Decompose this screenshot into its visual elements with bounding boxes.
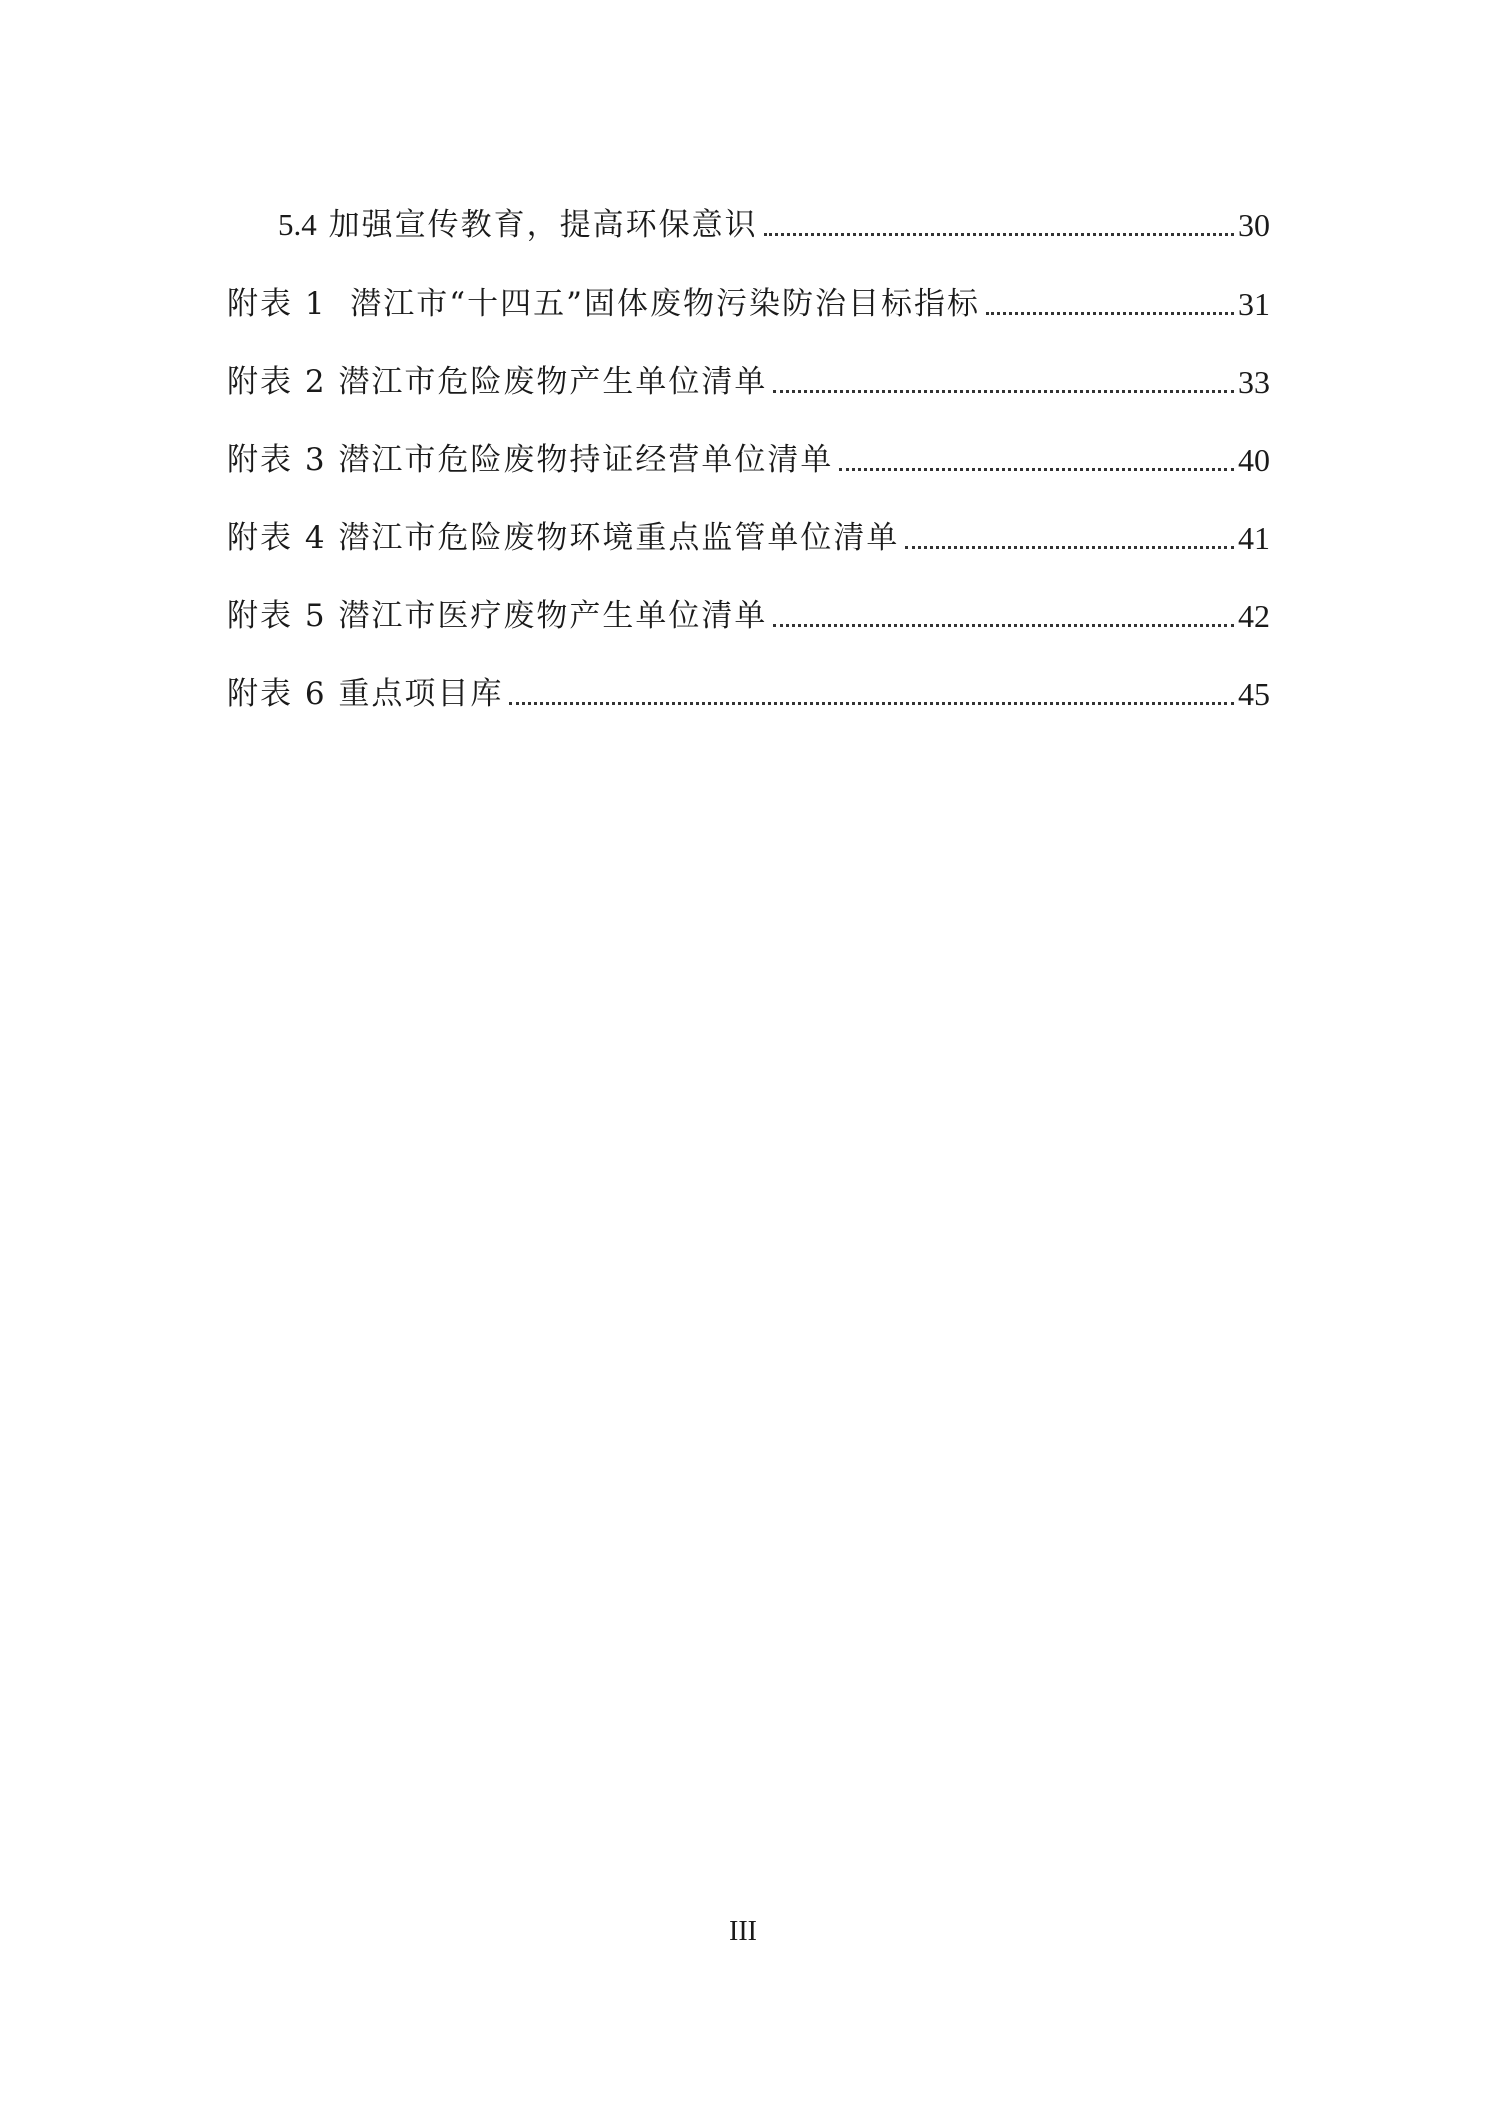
toc-entry-appendix-6[interactable] xyxy=(227,664,1270,714)
toc-entry-appendix-3[interactable] xyxy=(227,430,1270,480)
toc-entry-number: 附表 1 xyxy=(227,286,327,322)
toc-dot-leader xyxy=(839,468,1234,471)
toc-entry-number: 附表 3 xyxy=(227,442,327,478)
toc-dot-leader xyxy=(509,702,1234,705)
toc-entry-title xyxy=(278,205,758,245)
toc-entry-number: 附表 6 xyxy=(227,676,327,712)
toc-dot-leader xyxy=(905,546,1234,549)
toc-entry-title xyxy=(227,284,980,324)
toc-entry-number: 附表 4 xyxy=(227,520,327,556)
toc-entry-number: 5.4 xyxy=(278,207,317,242)
toc-entry-number: 附表 5 xyxy=(227,598,327,634)
toc-entry-title xyxy=(227,518,899,558)
toc-entry-page: 41 xyxy=(1238,520,1270,556)
toc-entry-5-4[interactable] xyxy=(278,195,1270,245)
page-number: III xyxy=(729,1916,757,1947)
toc-entry-page: 45 xyxy=(1238,676,1270,712)
toc-entry-title xyxy=(227,596,767,636)
toc-entry-appendix-1[interactable] xyxy=(227,274,1270,324)
toc-entry-appendix-2[interactable] xyxy=(227,352,1270,402)
toc-entry-number: 附表 2 xyxy=(227,364,327,400)
toc-entry-text: 潜江市危险废物持证经营单位清单 xyxy=(338,442,834,478)
toc-entry-title xyxy=(227,362,767,402)
toc-dot-leader xyxy=(986,312,1234,315)
toc-entry-title xyxy=(227,440,833,480)
toc-entry-text: 潜江市危险废物环境重点监管单位清单 xyxy=(338,520,900,556)
toc-entry-page: 42 xyxy=(1238,598,1270,634)
toc-entry-text: 潜江市危险废物产生单位清单 xyxy=(338,364,768,400)
toc-entry-appendix-5[interactable] xyxy=(227,586,1270,636)
toc-entry-text: 潜江市“十四五”固体废物污染防治目标指标 xyxy=(350,286,980,322)
toc-entry-page: 31 xyxy=(1238,286,1270,322)
toc-dot-leader xyxy=(773,624,1234,627)
toc-dot-leader xyxy=(764,233,1234,236)
toc-entry-text: 加强宣传教育，提高环保意识 xyxy=(328,207,758,243)
toc-dot-leader xyxy=(773,390,1234,393)
toc-entry-page: 40 xyxy=(1238,442,1270,478)
toc-entry-text: 重点项目库 xyxy=(338,676,504,712)
toc-entry-appendix-4[interactable] xyxy=(227,508,1270,558)
toc-entry-page: 33 xyxy=(1238,364,1270,400)
toc-entry-page: 30 xyxy=(1238,207,1270,243)
toc-entry-title xyxy=(227,674,503,714)
toc-entry-text: 潜江市医疗废物产生单位清单 xyxy=(338,598,768,634)
